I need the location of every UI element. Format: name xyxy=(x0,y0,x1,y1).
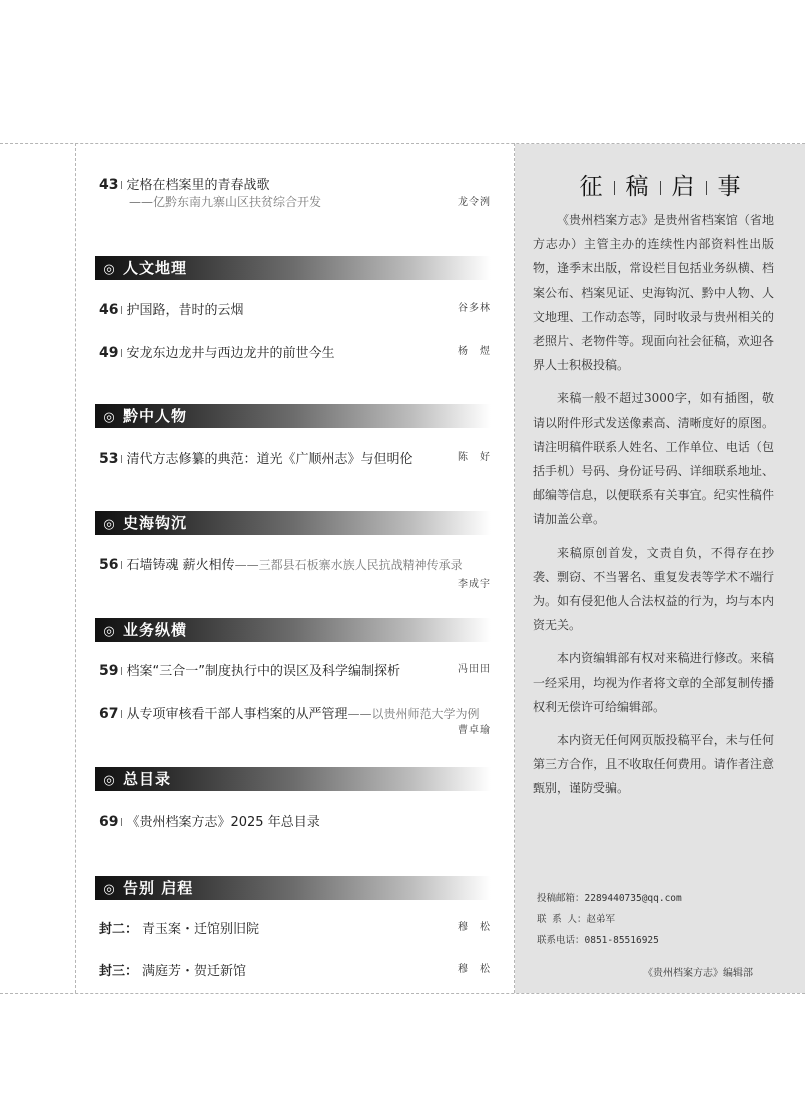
toc-entry-cover2[interactable] xyxy=(99,919,491,937)
section-label: 黔中人物 xyxy=(123,407,188,425)
divider-bar xyxy=(121,818,122,826)
section-label: 告别 启程 xyxy=(123,879,194,897)
toc-entry-43[interactable] xyxy=(99,175,491,211)
divider-bar xyxy=(121,181,122,189)
section-header-qianzhong xyxy=(95,404,491,428)
divider-bar xyxy=(121,306,122,314)
section-header-yewu xyxy=(95,618,491,642)
entry-title: 清代方志修纂的典范：道光《广顺州志》与但明伦 xyxy=(126,452,413,467)
entry-author: 龙令洌 xyxy=(458,197,491,208)
entry-title: 《贵州档案方志》2025 年总目录 xyxy=(126,815,320,830)
entry-author: 李成宇 xyxy=(458,579,491,590)
notice-paragraph: 来稿一般不超过3000字，如有插图，敬请以附件形式发送像素高、清晰度好的原图。请注明稿件联系人姓名、工作单位、电话（包括手机）号码、身份证号码、详细联系地址、邮编等信息，以便联系有关事宜。纪实性稿件请加盖公章。 xyxy=(533,391,774,527)
section-label: 人文地理 xyxy=(123,259,188,277)
page-number: 69 xyxy=(99,814,119,830)
contact-info xyxy=(537,888,682,951)
bullseye-icon: ◎ xyxy=(103,262,115,277)
section-label: 总目录 xyxy=(123,770,172,788)
page-number: 59 xyxy=(99,663,119,679)
divider-bar xyxy=(121,561,122,569)
title-char: 征 xyxy=(579,174,603,200)
page-number: 67 xyxy=(99,706,119,722)
entry-author: 陈 好 xyxy=(458,452,491,463)
title-separator xyxy=(660,181,661,195)
entry-subtitle: ——三都县石板寨水族人民抗战精神传承录 xyxy=(234,558,463,572)
entry-author: 杨 煜 xyxy=(458,346,491,357)
bullseye-icon: ◎ xyxy=(103,517,115,532)
title-char: 启 xyxy=(671,174,695,200)
page-number: 43 xyxy=(99,177,119,193)
cover-label: 封三： xyxy=(99,964,139,979)
section-header-shihai xyxy=(95,511,491,535)
title-char: 稿 xyxy=(625,174,649,200)
toc-entry-53[interactable] xyxy=(99,449,491,467)
divider-bar xyxy=(121,349,122,357)
entry-author: 谷多林 xyxy=(458,303,491,314)
table-of-contents xyxy=(99,143,491,993)
toc-entry-69[interactable] xyxy=(99,812,491,830)
frame-bottom-border xyxy=(0,993,805,994)
contact-person: 联 系 人：赵弟军 xyxy=(537,914,615,925)
bullseye-icon: ◎ xyxy=(103,773,115,788)
entry-author: 曹卓瑜 xyxy=(458,725,491,736)
contact-email[interactable]: 投稿邮箱：2289440735@qq.com xyxy=(537,893,682,904)
bullseye-icon: ◎ xyxy=(103,882,115,897)
divider-bar xyxy=(121,667,122,675)
toc-entry-56[interactable] xyxy=(99,555,491,591)
divider-bar xyxy=(121,710,122,718)
title-separator xyxy=(706,181,707,195)
bullseye-icon: ◎ xyxy=(103,624,115,639)
notice-body xyxy=(533,208,774,810)
section-label: 业务纵横 xyxy=(123,621,188,639)
notice-paragraph: 《贵州档案方志》是贵州省档案馆（省地方志办）主管主办的连续性内部资料性出版物，逢季末出版，常设栏目包括业务纵横、档案公布、档案见证、史海钩沉、黔中人物、人文地理、工作动态等，同时收录与贵州相关的老照片、老物件等。现面向社会征稿，欢迎各界人士积极投稿。 xyxy=(533,213,774,373)
toc-entry-67[interactable] xyxy=(99,704,491,740)
toc-entry-59[interactable] xyxy=(99,661,491,679)
frame-left-border xyxy=(75,143,76,993)
section-header-zongmulu xyxy=(95,767,491,791)
bullseye-icon: ◎ xyxy=(103,410,115,425)
divider-bar xyxy=(121,455,122,463)
entry-subtitle: ——亿黔东南九寨山区扶贫综合开发 xyxy=(129,195,322,209)
entry-author: 穆 松 xyxy=(458,964,491,975)
section-header-renwen xyxy=(95,256,491,280)
entry-title: 护国路，昔时的云烟 xyxy=(126,303,244,318)
page-number: 53 xyxy=(99,451,119,467)
entry-title: 从专项审核看干部人事档案的从严管理 xyxy=(126,707,348,722)
notice-title xyxy=(515,168,805,201)
contact-phone: 联系电话：0851-85516925 xyxy=(537,935,659,946)
title-char: 事 xyxy=(717,174,741,200)
entry-author: 冯田田 xyxy=(458,664,491,675)
toc-entry-49[interactable] xyxy=(99,343,491,361)
entry-title: 石墙铸魂 薪火相传 xyxy=(126,558,235,573)
call-for-papers-panel xyxy=(515,144,805,993)
entry-title: 满庭芳・贺迁新馆 xyxy=(142,964,247,979)
entry-author: 穆 松 xyxy=(458,922,491,933)
page-number: 49 xyxy=(99,345,119,361)
entry-title: 青玉案・迁馆别旧院 xyxy=(142,922,260,937)
cover-label: 封二： xyxy=(99,922,139,937)
page-number: 56 xyxy=(99,557,119,573)
notice-paragraph: 本内资编辑部有权对来稿进行修改。来稿一经采用，均视为作者将文章的全部复制传播权利无偿许可给编辑部。 xyxy=(533,651,774,714)
toc-entry-46[interactable] xyxy=(99,300,491,318)
entry-title: 档案“三合一”制度执行中的误区及科学编制探析 xyxy=(126,664,400,679)
entry-subtitle: ——以贵州师范大学为例 xyxy=(347,707,480,721)
notice-paragraph: 本内资无任何网页版投稿平台，未与任何第三方合作，且不收取任何费用。请作者注意甄别，谨防受骗。 xyxy=(533,733,774,796)
entry-title: 定格在档案里的青春战歌 xyxy=(126,178,270,193)
page-number: 46 xyxy=(99,302,119,318)
section-label: 史海钩沉 xyxy=(123,514,188,532)
title-separator xyxy=(614,181,615,195)
editorial-signature: 《贵州档案方志》编辑部 xyxy=(643,968,753,979)
section-header-gaobie xyxy=(95,876,491,900)
toc-entry-cover3[interactable] xyxy=(99,961,491,979)
notice-paragraph: 来稿原创首发，文责自负，不得存在抄袭、剽窃、不当署名、重复发表等学术不端行为。如有侵犯他人合法权益的行为，均与本内资无关。 xyxy=(533,545,774,633)
entry-title: 安龙东边龙井与西边龙井的前世今生 xyxy=(126,346,335,361)
